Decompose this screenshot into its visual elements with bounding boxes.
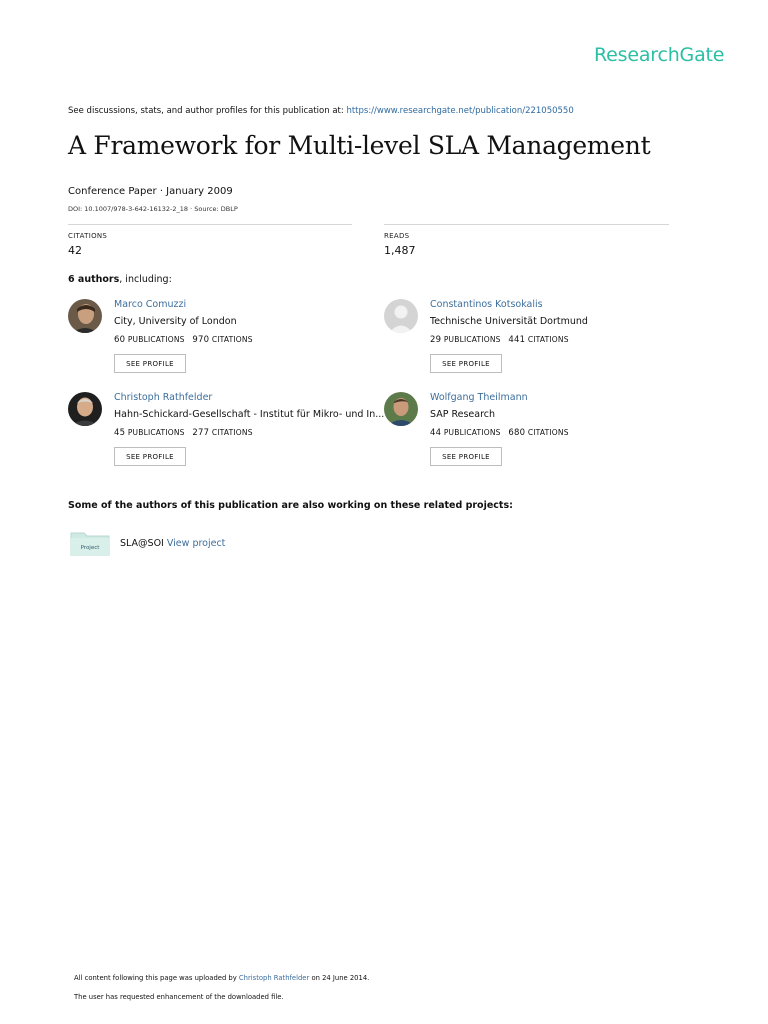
project-entry bbox=[120, 538, 225, 549]
author-stats bbox=[114, 428, 253, 438]
upload-prefix: All content following this page was uploaded by bbox=[74, 974, 239, 982]
folder-label: Project bbox=[80, 545, 100, 551]
citations-count: 277 bbox=[192, 428, 210, 438]
view-project-link[interactable]: View project bbox=[166, 538, 226, 549]
author-affiliation: SAP Research bbox=[430, 409, 496, 420]
see-profile-button[interactable]: SEE PROFILE bbox=[430, 354, 502, 373]
researchgate-logo[interactable]: ResearchGate bbox=[594, 44, 725, 66]
author-affiliation: Technische Universität Dortmund bbox=[430, 316, 588, 327]
reads-value: 1,487 bbox=[384, 244, 416, 257]
project-folder-icon[interactable] bbox=[70, 530, 110, 556]
authors-suffix: , including: bbox=[119, 274, 172, 285]
see-profile-button[interactable]: SEE PROFILE bbox=[114, 354, 186, 373]
author-avatar[interactable] bbox=[68, 392, 102, 426]
author-name-link[interactable]: Marco Comuzzi bbox=[114, 299, 187, 310]
publications-count: 60 bbox=[114, 335, 126, 345]
citations-label: CITATIONS bbox=[527, 335, 569, 344]
see-profile-button[interactable]: SEE PROFILE bbox=[114, 447, 186, 466]
citations-count: 970 bbox=[192, 335, 210, 345]
author-affiliation: City, University of London bbox=[114, 316, 237, 327]
related-projects-heading: Some of the authors of this publication are also working on these related projects: bbox=[68, 500, 513, 511]
author-avatar[interactable] bbox=[384, 392, 418, 426]
author-stats bbox=[430, 428, 569, 438]
citations-count: 441 bbox=[508, 335, 526, 345]
citations-divider bbox=[68, 224, 352, 225]
publications-count: 29 bbox=[430, 335, 442, 345]
authors-heading bbox=[68, 274, 172, 285]
reads-label: READS bbox=[384, 232, 410, 240]
publications-label: PUBLICATIONS bbox=[127, 335, 185, 344]
author-avatar[interactable] bbox=[68, 299, 102, 333]
reads-divider bbox=[384, 224, 669, 225]
publication-url-link[interactable]: https://www.researchgate.net/publication/221050550 bbox=[346, 106, 574, 116]
citations-label: CITATIONS bbox=[527, 428, 569, 437]
discussion-text: See discussions, stats, and author profiles for this publication at: bbox=[68, 106, 347, 116]
publications-label: PUBLICATIONS bbox=[127, 428, 185, 437]
uploader-link[interactable]: Christoph Rathfelder bbox=[238, 974, 310, 982]
publications-count: 45 bbox=[114, 428, 126, 438]
see-profile-button[interactable]: SEE PROFILE bbox=[430, 447, 502, 466]
paper-title: A Framework for Multi-level SLA Management bbox=[68, 131, 651, 160]
author-avatar-placeholder[interactable] bbox=[384, 299, 418, 333]
discussion-note bbox=[68, 106, 574, 116]
author-stats bbox=[430, 335, 569, 345]
citations-count: 680 bbox=[508, 428, 526, 438]
upload-note bbox=[74, 974, 369, 982]
enhancement-note: The user has requested enhancement of the downloaded file. bbox=[74, 993, 284, 1001]
author-affiliation: Hahn-Schickard-Gesellschaft - Institut für Mikro- und In... bbox=[114, 409, 385, 420]
paper-type-date: Conference Paper · January 2009 bbox=[68, 186, 233, 197]
publications-label: PUBLICATIONS bbox=[443, 335, 501, 344]
citations-value: 42 bbox=[68, 244, 82, 257]
author-name-link[interactable]: Wolfgang Theilmann bbox=[430, 392, 528, 403]
author-name-link[interactable]: Constantinos Kotsokalis bbox=[430, 299, 543, 310]
publications-label: PUBLICATIONS bbox=[443, 428, 501, 437]
citations-label: CITATIONS bbox=[68, 232, 108, 240]
author-stats bbox=[114, 335, 253, 345]
citations-label: CITATIONS bbox=[211, 335, 253, 344]
doi-line: DOI: 10.1007/978-3-642-16132-2_18 · Source: DBLP bbox=[68, 205, 238, 213]
authors-count: 6 authors bbox=[68, 274, 120, 285]
citations-label: CITATIONS bbox=[211, 428, 253, 437]
upload-suffix: on 24 June 2014. bbox=[309, 974, 370, 982]
publications-count: 44 bbox=[430, 428, 442, 438]
project-name: SLA@SOI bbox=[120, 538, 167, 549]
author-name-link[interactable]: Christoph Rathfelder bbox=[114, 392, 213, 403]
